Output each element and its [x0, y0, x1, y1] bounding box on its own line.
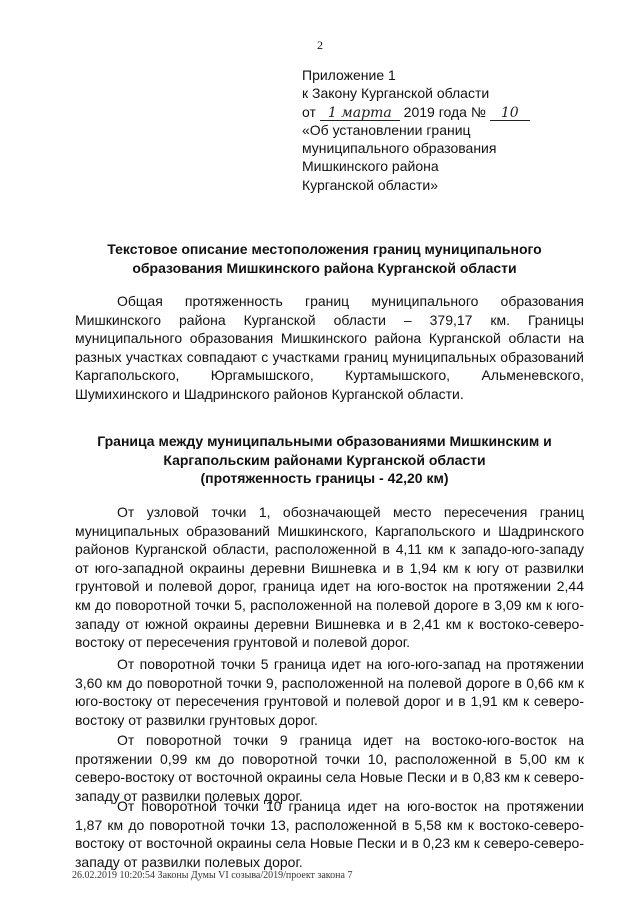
- appendix-subject-line3: Мишкинского района: [302, 158, 439, 175]
- paragraph-total-length: Общая протяженность границ муниципального образования Мишкинского района Курганской области – 379,17 км. Границы муниципального образования Мишкинского района Курганской области на разных участках совпадают с участками границ муниципальных образований Каргапольского, Юргамышского, Куртамышского, Альменевского, Шумихинского и Шадринского районов Курганской области.: [75, 293, 584, 402]
- appendix-subject-line2: муниципального образования: [302, 140, 497, 157]
- page-number: 2: [317, 38, 323, 52]
- section-title: [72, 432, 577, 488]
- document-title: Текстовое описание местоположения границ муниципального образования Мишкинского района Курганской области: [107, 241, 542, 276]
- paragraph-point-10: От поворотной точки 10 граница идет на юго-восток на протяжении 1,87 км до поворотной точки 13, расположенной в 5,58 км к востоко-северо-востоку от восточной окраины села Новые Пески и в 0,23 км к северо-северо-западу от развилки полевых дорог.: [75, 798, 584, 870]
- paragraph-point-9: От поворотной точки 9 граница идет на востоко-юго-восток на протяжении 0,99 км до поворотной точки 10, расположенной в 5,00 км к северо-востоку от восточной окраины села Новые Пески и в 0,83 км к северо-западу от развилки полевых дорог.: [75, 732, 584, 804]
- handwritten-date: 1 марта: [320, 106, 400, 121]
- appendix-subject-line4: Курганской области»: [302, 176, 439, 193]
- section-title-line1: Граница между муниципальными образованиями Мишкинским и: [97, 433, 552, 449]
- appendix-line1: Приложение 1: [302, 67, 396, 83]
- section-title-line2: Каргапольским районами Курганской области: [163, 451, 486, 468]
- appendix-header: [302, 66, 572, 194]
- year-text: 2019 года №: [403, 103, 486, 120]
- footer-file-path: 26.02.2019 10:20:54 Законы Думы VI созыва/2019/проект закона 7: [72, 870, 353, 881]
- from-label: от: [302, 103, 316, 120]
- paragraph-point-1: От узловой точки 1, обозначающей место пересечения границ муниципальных образований Мишкинского, Каргапольского и Шадринского районов Курганской области, расположенной в 4,11 км к западо-юго-западу от юго-западной окраины деревни Вишневка и в 1,94 км к югу от развилки грунтовой и полевой дорог, граница идет на юго-восток на протяжении 2,44 км до поворотной точки 5, расположенной на полевой дороге в 3,09 км к юго-западу от южной окраины деревни Вишневка и в 2,41 км к востоко-северо-востоку от пересечения грунтовой и полевой дорог.: [75, 504, 584, 651]
- appendix-date-line: [302, 103, 572, 121]
- section-title-line3: (протяженность границы - 42,20 км): [200, 470, 449, 486]
- handwritten-law-number: 10: [490, 106, 530, 121]
- paragraph-point-5: От поворотной точки 5 граница идет на юго-юго-запад на протяжении 3,60 км до поворотной точки 9, расположенной на полевой дороге в 0,66 км к юго-востоку от пересечения грунтовой и полевой дорог и в 1,91 км к северо-востоку от развилки грунтовых дорог.: [75, 656, 584, 728]
- appendix-subject-line1: «Об установлении границ: [302, 121, 471, 138]
- appendix-line2: к Закону Курганской области: [302, 85, 490, 102]
